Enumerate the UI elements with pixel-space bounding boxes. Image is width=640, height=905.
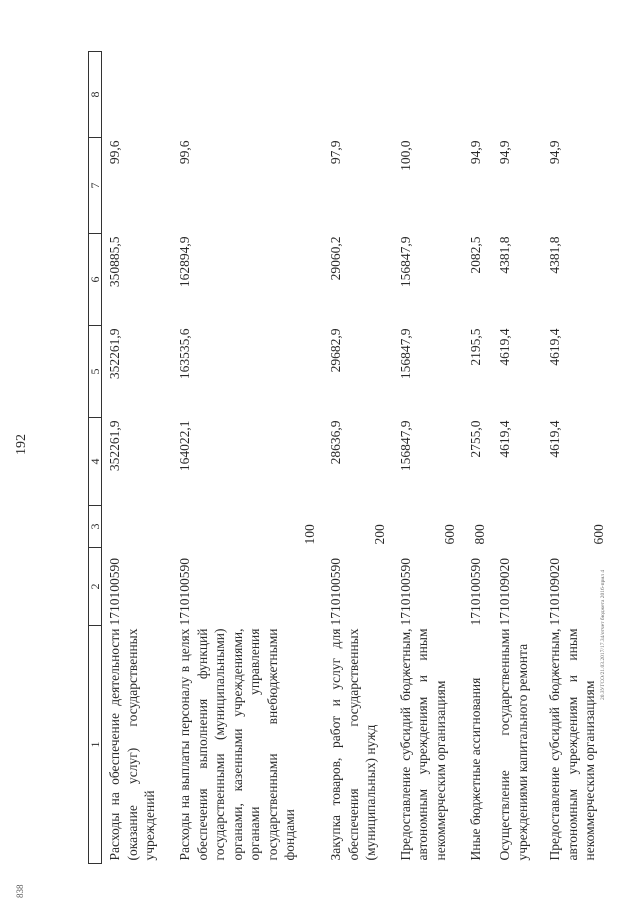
target-article-code: 1710100590 <box>467 558 483 626</box>
expense-name: Иные бюджетные ассигнования <box>467 677 483 861</box>
executed-amount: 4381,8 <box>497 236 513 274</box>
refined-amount: 4619,4 <box>497 328 513 366</box>
refined-amount: 156847,9 <box>397 328 413 380</box>
executed-amount: 162894,9 <box>177 236 193 288</box>
expense-type-code <box>102 506 173 548</box>
column-header: 6 <box>89 234 102 326</box>
expense-type-code <box>492 506 542 548</box>
target-article-code: 1710100590 <box>397 558 413 626</box>
expense-type-code: 100 <box>302 524 318 545</box>
refined-amount: 4619,4 <box>547 328 563 366</box>
column-header: 8 <box>89 52 102 138</box>
table-row <box>463 52 492 864</box>
column-header: 5 <box>89 326 102 418</box>
planned-amount: 2755,0 <box>467 420 483 458</box>
column-header: 1 <box>89 626 102 864</box>
expense-type-code: 200 <box>372 524 388 545</box>
execution-percent: 94,9 <box>467 140 483 165</box>
footer-file-path: 20.ЗУГСО/21.03.2017/17.34/отчет бюджета 2016-прил 4 <box>600 569 606 700</box>
table-row <box>492 52 542 864</box>
target-article-code: 1710109020 <box>497 558 513 626</box>
execution-percent: 99,6 <box>107 140 122 165</box>
executed-amount: 29060,2 <box>327 236 343 281</box>
executed-amount: 2082,5 <box>467 236 483 274</box>
planned-amount: 164022,1 <box>177 420 193 472</box>
planned-amount: 352261,9 <box>107 420 122 472</box>
table-row <box>172 52 323 864</box>
planned-amount: 4619,4 <box>497 420 513 458</box>
table-row <box>323 52 393 864</box>
execution-percent: 94,9 <box>547 140 563 165</box>
execution-percent: 99,6 <box>177 140 193 165</box>
executed-amount: 156847,9 <box>397 236 413 288</box>
expense-type-code: 800 <box>471 524 487 545</box>
refined-amount: 2195,5 <box>467 328 483 366</box>
refined-amount: 29682,9 <box>327 328 343 373</box>
column-header: 4 <box>89 418 102 506</box>
refined-amount: 163535,6 <box>177 328 193 380</box>
side-page-mark: 838 <box>15 884 25 898</box>
execution-percent: 94,9 <box>497 140 513 165</box>
column-header: 3 <box>89 506 102 548</box>
refined-amount: 352261,9 <box>107 328 122 380</box>
planned-amount: 28636,9 <box>327 420 343 465</box>
target-article-code: 1710100590 <box>177 558 193 626</box>
expense-type-code: 600 <box>442 524 458 545</box>
target-article-code: 1710109020 <box>547 558 563 626</box>
planned-amount: 156847,9 <box>397 420 413 472</box>
expense-name: Расходы на выплаты персоналу в целях обеспечения выполнения функций государственными (муниципальными) органами, казенными учреждениями, органами управления государственными внебюджетными фондами <box>177 628 298 861</box>
target-article-code: 1710100590 <box>327 558 343 626</box>
column-header: 2 <box>89 548 102 626</box>
executed-amount: 350885,5 <box>107 236 122 288</box>
table-row <box>102 52 173 864</box>
page-number: 192 <box>14 434 29 455</box>
execution-percent: 100,0 <box>397 140 413 171</box>
table-row <box>542 52 612 864</box>
expense-name: Предоставление субсидий бюджетным, автономным учреждениям и иным некоммерческим организациям <box>397 628 448 861</box>
planned-amount: 4619,4 <box>547 420 563 458</box>
expense-name: Предоставление субсидий бюджетным, автономным учреждениям и иным некоммерческим организациям <box>547 628 598 861</box>
expense-name: Расходы на обеспечение деятельности (оказание услуг) государственных учреждений <box>107 628 158 861</box>
execution-percent: 97,9 <box>327 140 343 165</box>
expense-name: Осуществление государственными учреждениями капитального ремонта <box>497 628 530 861</box>
column-header: 7 <box>89 138 102 234</box>
expense-name: Закупка товаров, работ и услуг для обеспечения государственных (муниципальных) нужд <box>327 628 379 861</box>
executed-amount: 4381,8 <box>547 236 563 274</box>
expense-type-code: 600 <box>591 524 607 545</box>
table-row <box>393 52 463 864</box>
column-number-header-row <box>89 52 102 864</box>
budget-table <box>88 51 612 864</box>
target-article-code: 1710100590 <box>107 558 122 626</box>
